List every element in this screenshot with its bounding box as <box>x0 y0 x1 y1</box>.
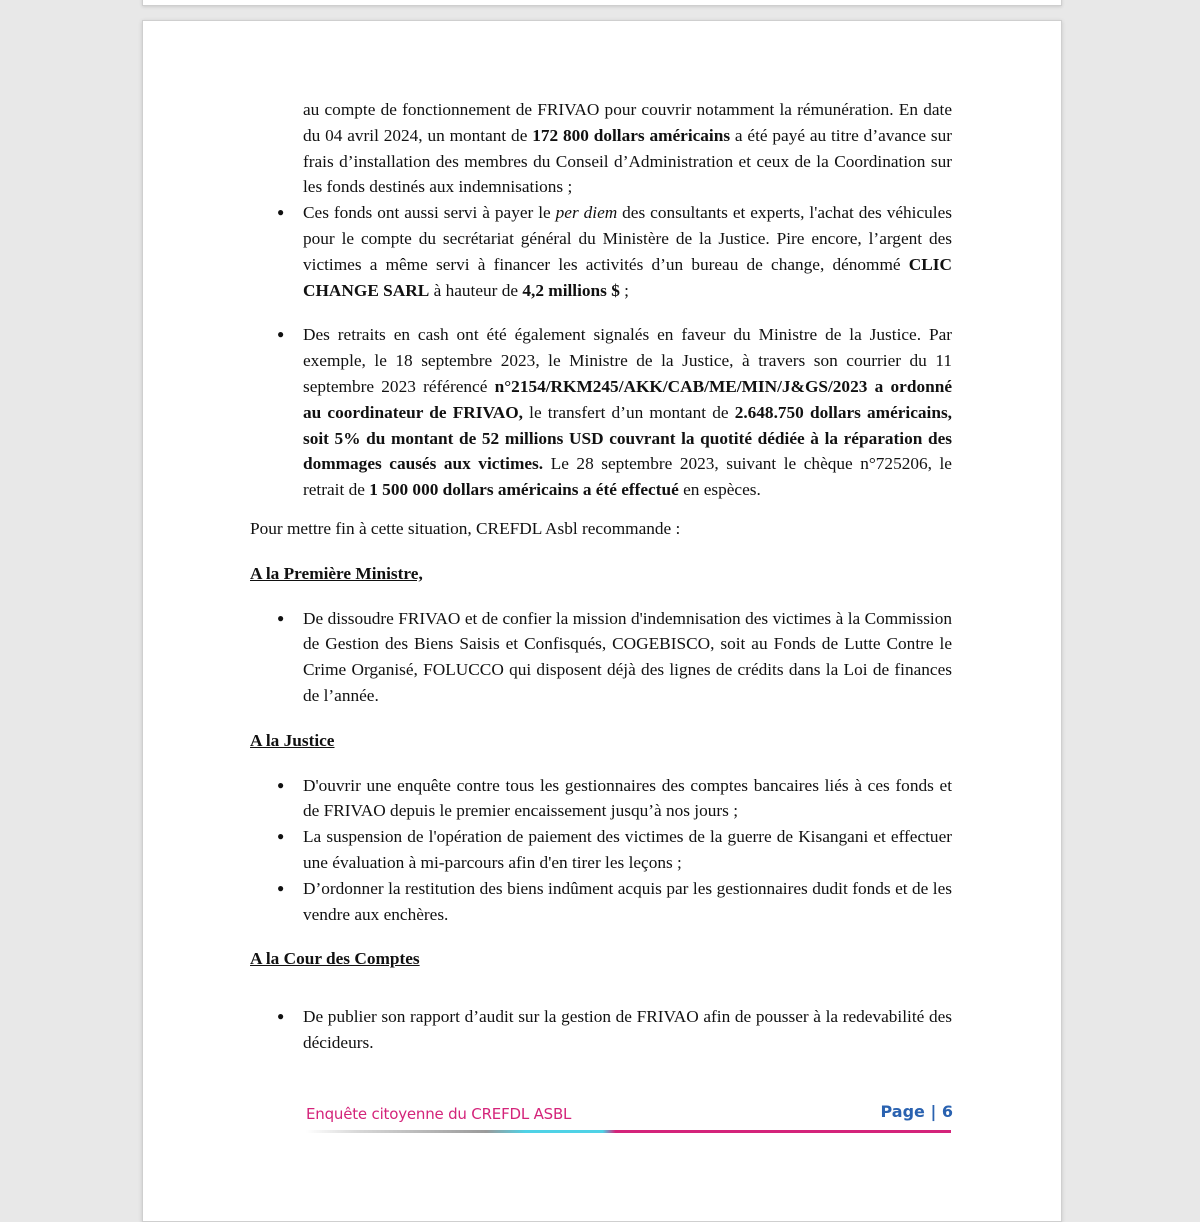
list-item: ● De dissoudre FRIVAO et de confier la mission d'indemnisation des victimes à la Commission de Gestion des Biens Saisis et Confisqués, COGEBISCO, soit au Fonds de Lutte Contre le Crime Organisé, FOLUCCO qui disposent déjà des lignes de crédits dans la Loi de finances de l’année. <box>250 606 952 709</box>
section-heading-cour-des-comptes: A la Cour des Comptes <box>250 949 420 969</box>
section-heading-justice: A la Justice <box>250 730 335 750</box>
list-item: ● Ces fonds ont aussi servi à payer le per diem des consultants et experts, l'achat des véhicules pour le compte du secrétariat général du Ministère de la Justice. Pire encore, l’argent des victimes a même servi à financer les activités d’un bureau de change, dénommé CLIC CHANGE SARL à hauteur de 4,2 millions $ ; <box>250 200 952 303</box>
list-item: ● D'ouvrir une enquête contre tous les gestionnaires des comptes bancaires liés à ces fonds et de FRIVAO depuis le premier encaissement jusqu’à nos jours ; <box>250 773 952 825</box>
bullet-list-premiere-ministre <box>250 606 952 709</box>
paragraph-continuation: au compte de fonctionnement de FRIVAO pour couvrir notamment la rémunération. En date du 04 avril 2024, un montant de 172 800 dollars américains a été payé au titre d’avance sur frais d’installation des membres du Conseil d’Administration et ceux de la Coordination sur les fonds destinés aux indemnisations ; <box>303 100 952 197</box>
list-item: ● D’ordonner la restitution des biens indûment acquis par les gestionnaires dudit fonds et de les vendre aux enchères. <box>250 876 952 928</box>
bullet-icon: ● <box>277 327 285 342</box>
bullet-icon: ● <box>277 880 285 895</box>
recommendation-intro: Pour mettre fin à cette situation, CREFDL Asbl recommande : <box>250 518 681 538</box>
bullet-icon: ● <box>277 205 285 220</box>
bullet-icon: ● <box>277 610 285 625</box>
bullet-icon: ● <box>277 777 285 792</box>
bullet-icon: ● <box>277 829 285 844</box>
section-heading-premiere-ministre: A la Première Ministre, <box>250 563 423 583</box>
bullet-list-justice <box>250 773 952 928</box>
footer-divider <box>306 1130 951 1133</box>
footer-title: Enquête citoyenne du CREFDL ASBL <box>306 1105 572 1123</box>
previous-page-edge <box>142 0 1062 6</box>
list-item: ● Des retraits en cash ont été également signalés en faveur du Ministre de la Justice. Par exemple, le 18 septembre 2023, le Ministre de la Justice, à travers son courrier du 11 septembre 2023 référencé n°2154/RKM245/AKK/CAB/ME/MIN/J&GS/2023 a ordonné au coordinateur de FRIVAO, le transfert d’un montant de 2.648.750 dollars américains, soit 5% du montant de 52 millions USD couvrant la quotité dédiée à la réparation des dommages causés aux victimes. Le 28 septembre 2023, suivant le chèque n°725206, le retrait de 1 500 000 dollars américains a été effectué en espèces. <box>250 322 952 503</box>
page-number: Page | 6 <box>880 1102 953 1121</box>
bullet-list-cour-des-comptes <box>250 1004 952 1056</box>
bullet-icon: ● <box>277 1009 285 1024</box>
spacer <box>250 303 952 322</box>
bullet-list-findings <box>250 200 952 503</box>
document-page <box>142 20 1062 1222</box>
list-item: ● De publier son rapport d’audit sur la gestion de FRIVAO afin de pousser à la redevabilité des décideurs. <box>250 1004 952 1056</box>
page-body <box>250 97 952 1056</box>
list-item: ● La suspension de l'opération de paiement des victimes de la guerre de Kisangani et effectuer une évaluation à mi-parcours afin d'en tirer les leçons ; <box>250 824 952 876</box>
